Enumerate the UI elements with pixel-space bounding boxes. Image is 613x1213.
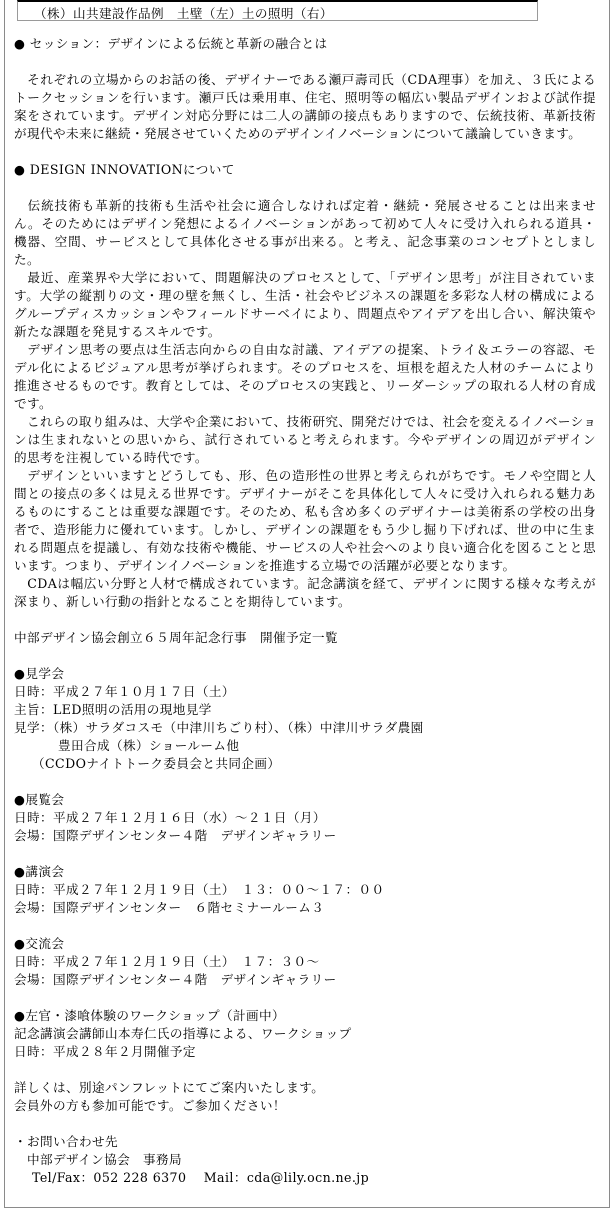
photo-caption: （株）山共建設作品例 土壁（左）土の照明（右）	[17, 0, 538, 21]
closing-line: 会員外の方も参加可能です。ご参加ください！	[14, 1098, 286, 1113]
visit-note: （CCDOナイトトーク委員会と共同企画）	[32, 756, 281, 771]
visit-theme: 主旨：LED照明の活用の現地見学	[14, 702, 212, 717]
visit-section	[14, 665, 596, 773]
exchange-venue: 会場：国際デザインセンター４階 デザインギャラリー	[14, 972, 337, 987]
closing-note	[14, 1079, 596, 1115]
exhibition-date: 日時：平成２７年１２月１６日（水）～２１日（月）	[14, 810, 326, 825]
text-line: です。	[14, 396, 52, 411]
text-line: れる問題点を提議し、有効な技術や機能、サービスの人や社会へのより良い適合化を図ることと思	[14, 540, 596, 555]
text-line: 伝統技術も革新的技術も生活や社会に適合しなければ定着・継続・発展させることは出来ませ	[14, 198, 596, 213]
text-line: ンは生まれないとの思いから、試行されていると考えられます。今やデザインの周辺がデザイン	[14, 432, 596, 447]
session-paragraph	[14, 71, 596, 143]
text-line: 案をされています。デザイン対応分野には二人の講師の接点もありますので、伝統技術、革新技術	[14, 108, 596, 123]
visit-heading: ●見学会	[14, 666, 65, 681]
text-line: これらの取り組みは、大学や企業において、技術研究、開発だけでは、社会を変えるイノベーショ	[14, 414, 596, 429]
text-line: 的思考を注視している時代です。	[14, 450, 208, 465]
workshop-description: 記念講演会講師山本寿仁氏の指導による、ワークショップ	[14, 1026, 352, 1041]
text-line: トークセッションを行います。瀬戸氏は乗用車、住宅、照明等の幅広い製品デザインおよび試作提	[14, 90, 596, 105]
text-line: 深まり、新しい行動の指針となることを期待しています。	[14, 594, 351, 609]
exhibition-venue: 会場：国際デザインセンター４階 デザインギャラリー	[14, 828, 337, 843]
text-line: それぞれの立場からのお話の後、デザイナーである瀬戸壽司氏（CDA理事）を加え、３氏による	[14, 72, 596, 87]
text-line: います。つまり、デザインイノベーションを推進する立場での活躍が必要となります。	[14, 558, 516, 573]
text-line: 最近、産業界や大学において、問題解決のプロセスとして、「デザイン思考」が注目されていま	[14, 270, 596, 285]
exchange-date: 日時：平成２７年１２月１９日（土） １７：３０～	[14, 954, 320, 969]
workshop-heading: ●左官・漆喰体験のワークショップ（計画中）	[14, 1008, 286, 1023]
text-line: るものにすることは重要な課題です。そのため、私も含め多くのデザイナーは美術系の学校の出身	[14, 504, 596, 519]
contact-section	[14, 1133, 596, 1187]
exhibition-section	[14, 791, 596, 845]
workshop-section	[14, 1007, 596, 1061]
text-line: 新たな課題を発見するスキルです。	[14, 324, 221, 339]
text-line: デザイン思考の要点は生活志向からの自由な討議、アイデアの提案、トライ＆エラーの容認、モ	[14, 342, 596, 357]
text-line: 間との接点の多くは見える世界です。デザイナーがそこを具体化して人々に受け入れられる魅力あ	[14, 486, 596, 501]
innovation-text	[14, 197, 596, 611]
text-line: 機器、空間、サービスとして具体化させる事が出来る。と考え、記念事業のコンセプトとしまし	[14, 234, 596, 249]
text-line: CDAは幅広い分野と人材で構成されています。記念講演を経て、デザインに関する様々な考えが	[14, 576, 596, 591]
lecture-heading: ●講演会	[14, 864, 65, 879]
contact-heading: ・お問い合わせ先	[14, 1134, 118, 1149]
schedule-heading: 中部デザイン協会創立６５周年記念行事 開催予定一覧	[14, 630, 338, 645]
text-line: デザインといいますとどうしても、形、色の造形性の世界と考えられがちです。モノや空間と人	[14, 468, 596, 483]
innovation-heading: ● DESIGN INNOVATIONについて	[14, 162, 235, 177]
workshop-date: 日時：平成２８年２月開催予定	[14, 1044, 196, 1059]
text-line: ん。そのためにはデザイン発想によるイノベーションがあって初めて人々に受け入れられる道具・	[14, 216, 596, 231]
visit-date: 日時：平成２７年１０月１７日（土）	[14, 684, 235, 699]
contact-details: Tel/Fax：052 228 6370 Mail：cda@lily.ocn.ne.jp	[32, 1170, 370, 1185]
text-line: す。大学の縦割りの文・理の壁を無くし、生活・社会やビジネスの課題を多彩な人材の構成による	[14, 288, 596, 303]
text-line: グループディスカッションやフィールドサーベイにより、問題点やアイデアを出し合い、解決策や	[14, 306, 596, 321]
exhibition-heading: ●展覧会	[14, 792, 65, 807]
text-line: が現代や未来に継続・発展させていくためのデザインイノベーションについて議論していきます。	[14, 126, 582, 141]
text-line: 者で、造形能力に優れています。しかし、デザインの課題をもう少し掘り下げれば、世の中に生ま	[14, 522, 596, 537]
article-body	[14, 35, 596, 1187]
exchange-heading: ●交流会	[14, 936, 65, 951]
visit-sites: 見学：（株）サラダコスモ（中津川ちごり村）、（株）中津川サラダ農園	[14, 720, 424, 735]
contact-organization: 中部デザイン協会 事務局	[27, 1152, 183, 1167]
lecture-section	[14, 863, 596, 917]
exchange-section	[14, 935, 596, 989]
closing-line: 詳しくは、別途パンフレットにてご案内いたします。	[14, 1080, 325, 1095]
text-line: た。	[14, 252, 40, 267]
text-line: 推進させるものです。教育としては、そのプロセスの実践と、リーダーシップの取れる人材の育成	[14, 378, 596, 393]
text-line: デル化によるビジュアル思考が挙げられます。そのプロセスを、垣根を超えた人材のチームにより	[14, 360, 596, 375]
lecture-venue: 会場：国際デザインセンター ６階セミナールーム３	[14, 900, 325, 915]
visit-sites-continued: 豊田合成（株）ショールーム他	[58, 738, 240, 753]
session-heading: ● セッション：デザインによる伝統と革新の融合とは	[14, 36, 328, 51]
lecture-date: 日時：平成２７年１２月１９日（土） １３：００～１７：００	[14, 882, 385, 897]
